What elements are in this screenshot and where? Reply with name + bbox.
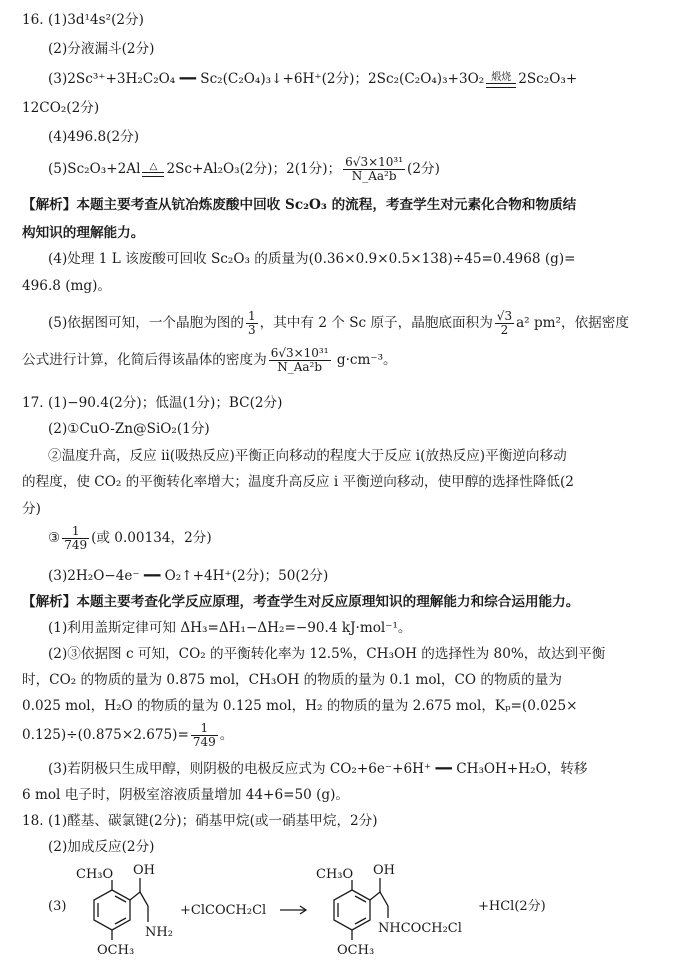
q17-analysis-7: (3)若阴极只生成甲醇，则阴极的电极反应式为 CO₂+6e⁻+6H⁺ ━━ CH₃OH+H₂O，转移	[48, 761, 588, 777]
q16-root3-half-fraction	[495, 310, 514, 337]
fraction-denominator: 3	[247, 323, 256, 337]
product-hydroxyl: OH	[373, 863, 395, 878]
q16-analysis-5a: (5)依据图可知，一个晶胞为图的	[48, 315, 244, 331]
fraction-numerator: 6√3×10³¹	[345, 155, 404, 169]
fraction-numerator: 6√3×10³¹	[270, 346, 329, 360]
q16-line-3	[48, 70, 577, 88]
fraction-denominator: 749	[64, 538, 88, 552]
q18-line-1: 18. (1)醛基、碳氯键(2分)；硝基甲烷(或一硝基甲烷，2分)	[22, 813, 378, 829]
q16-condition-heat	[142, 162, 164, 177]
q16-line-6	[48, 154, 440, 184]
q18-byproduct: +HCl(2分)	[478, 899, 546, 914]
q16-analysis-1: 【解析】本题主要考查从钪冶炼废酸中回收 Sc₂O₃ 的流程，考查学生对元素化合物和物质结	[22, 197, 577, 213]
q17-analysis-8: 6 mol 电子时，阴极室溶液质量增加 44+6=50 (g)。	[22, 787, 349, 803]
fraction-denominator: 2	[500, 323, 509, 337]
q16-analysis-5b: ，其中有 2 个 Sc 原子，晶胞底面积为	[259, 315, 493, 331]
q17-analysis-4: 时，CO₂ 的物质的量为 0.875 mol，CH₃OH 的物质的量为 0.1 mol，CO 的物质的量为	[22, 672, 562, 688]
q16-line-5: (4)496.8(2分)	[48, 129, 140, 145]
product-amide: NHCOCH₂Cl	[378, 921, 462, 936]
q17-line-1: 17. (1)−90.4(2分)；低温(1分)；BC(2分)	[22, 395, 283, 411]
q16-analysis-3: (4)处理 1 L 该废酸可回收 Sc₂O₃ 的质量为(0.36×0.9×0.5×138)÷45=0.4968 (g)=	[48, 251, 576, 267]
q16-line-4: 12CO₂(2分)	[22, 100, 100, 116]
reactant-methoxy-top: CH₃O	[76, 867, 114, 882]
fraction-numerator: √3	[496, 309, 513, 323]
fraction-numerator: 1	[191, 722, 218, 736]
q16-one-third-fraction	[246, 310, 258, 337]
heat-label: △	[149, 161, 158, 172]
q16-eq-6a: (5)Sc₂O₃+2Al	[48, 161, 141, 177]
fraction-denominator: 749	[192, 735, 216, 749]
q16-condition-calcine	[486, 73, 516, 88]
q17-line-3: ②温度升高，反应 ii(吸热反应)平衡正向移动的程度大于反应 i(放热反应)平衡逆向移动	[48, 448, 567, 464]
q16-analysis-6a: 公式进行计算，化简后得该晶体的密度为	[22, 352, 267, 368]
fraction-numerator: 1	[247, 309, 256, 323]
q17-circled-3: ③	[48, 530, 61, 546]
q17-line-2: (2)①CuO-Zn@SiO₂(1分)	[48, 421, 210, 437]
fraction-denominator: N_Aa²b	[277, 360, 323, 374]
calcine-label: 煅烧	[491, 72, 512, 83]
q18-reaction-scheme	[0, 856, 692, 966]
q17-line-6	[48, 523, 212, 553]
q16-eq-3-end: 2Sc₂O₃+	[518, 71, 578, 87]
q16-line-2: (2)分液漏斗(2分)	[48, 41, 155, 57]
product-methoxy-top: CH₃O	[316, 867, 354, 882]
q16-analysis-6	[22, 345, 397, 375]
q17-analysis-1: 【解析】本题主要考查化学反应原理，考查学生对反应原理知识的理解能力和综合运用能力。	[22, 594, 580, 610]
q17-analysis-3: (2)③依据图 c 可知，CO₂ 的平衡转化率为 12.5%，CH₃OH 的选择性为 80%，故达到平衡	[48, 646, 606, 662]
reactant-amine: NH₂	[145, 925, 173, 940]
q16-density-fraction	[343, 156, 405, 183]
q16-analysis-5	[48, 308, 629, 338]
q16-line-1: 16. (1)3d¹4s²(2分)	[22, 12, 144, 28]
q17-line-4: 的程度，使 CO₂ 的平衡转化率增大；温度升高反应 i 平衡逆向移动，使甲醇的选择性降低(2	[22, 474, 574, 490]
arrow-equals-icon	[486, 83, 516, 88]
q16-eq-6c: (2分)	[407, 161, 440, 177]
product-methoxy-bottom: OCH₃	[337, 943, 375, 958]
q17-line-5: 分)	[22, 501, 41, 517]
q18-line-2: (2)加成反应(2分)	[48, 839, 155, 855]
q17-analysis-6b: 。	[219, 727, 234, 743]
q18-reagent: +ClCOCH₂Cl	[180, 903, 267, 918]
q16-analysis-5c: a² pm²，依据密度	[516, 315, 629, 331]
reactant-methoxy-bottom: OCH₃	[97, 943, 135, 958]
q16-analysis-2: 构知识的理解能力。	[22, 225, 145, 241]
reactant-benzene-ring	[94, 878, 148, 940]
q17-line-6b: (或 0.00134，2分)	[91, 530, 212, 546]
fraction-denominator: N_Aa²b	[351, 169, 397, 183]
q18-part-3-label: (3)	[48, 899, 67, 914]
q17-line-7: (3)2H₂O−4e⁻ ━━ O₂↑+4H⁺(2分)；50(2分)	[48, 568, 329, 584]
reaction-arrow-icon	[280, 906, 306, 914]
fraction-numerator: 1	[62, 525, 89, 539]
q16-analysis-4: 496.8 (mg)。	[22, 278, 112, 294]
q17-analysis-2: (1)利用盖斯定律可知 ΔH₃=ΔH₁−ΔH₂=−90.4 kJ·mol⁻¹。	[48, 620, 412, 636]
reactant-hydroxyl: OH	[133, 863, 155, 878]
q16-density-fraction-2	[269, 347, 331, 374]
q17-kp-result-fraction	[191, 722, 218, 749]
arrow-equals-icon	[142, 172, 164, 177]
q16-analysis-6b: g·cm⁻³。	[332, 352, 397, 368]
q17-kp-fraction	[62, 525, 89, 552]
q17-analysis-5: 0.025 mol，H₂O 的物质的量为 0.125 mol，H₂ 的物质的量为 2.675 mol，Kₚ=(0.025×	[22, 698, 578, 714]
q16-eq-3: (3)2Sc³⁺+3H₂C₂O₄ ━━ Sc₂(C₂O₄)₃↓+6H⁺(2分)；2Sc₂(C₂O₄)₃+3O₂	[48, 71, 485, 87]
q17-analysis-6a: 0.125)÷(0.875×2.675)=	[22, 727, 189, 743]
q17-analysis-6	[22, 720, 233, 750]
q16-eq-6b: 2Sc+Al₂O₃(2分)；2(1分)；	[166, 161, 342, 177]
